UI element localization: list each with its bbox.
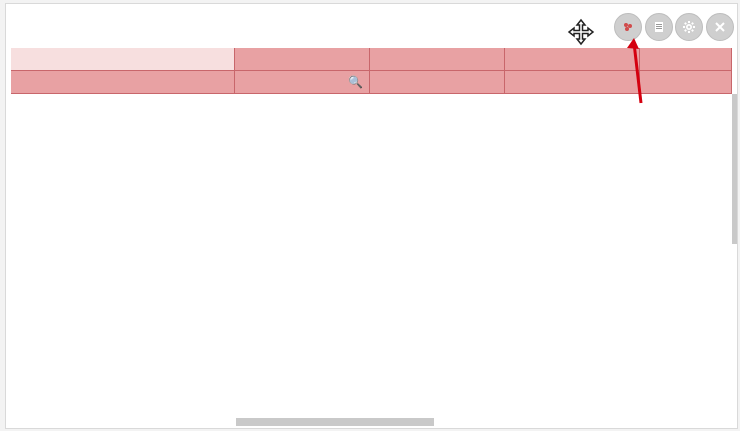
fields-icon xyxy=(621,20,635,34)
pivot-grid xyxy=(11,48,732,417)
move-icon[interactable] xyxy=(566,17,596,47)
column-header-catki xyxy=(370,48,505,71)
vertical-scrollbar[interactable] xyxy=(732,94,738,244)
column-header-mashiny xyxy=(505,48,640,71)
close-icon xyxy=(713,20,727,34)
settings-button[interactable] xyxy=(675,13,703,41)
header-name[interactable] xyxy=(11,71,235,94)
export-icon xyxy=(652,20,666,34)
pivot-table-window xyxy=(5,3,738,429)
header-value-1[interactable] xyxy=(370,71,505,94)
header-value-2[interactable] xyxy=(505,71,640,94)
gear-icon xyxy=(682,20,696,34)
header-region[interactable] xyxy=(235,71,370,94)
fields-button[interactable] xyxy=(614,13,642,41)
close-button[interactable] xyxy=(706,13,734,41)
horizontal-scrollbar[interactable] xyxy=(236,418,434,426)
header-empty-region xyxy=(235,48,370,71)
search-icon[interactable]: 🔍 xyxy=(348,75,363,89)
header-empty xyxy=(11,48,235,71)
export-button[interactable] xyxy=(645,13,673,41)
annotation-arrow xyxy=(626,38,656,108)
